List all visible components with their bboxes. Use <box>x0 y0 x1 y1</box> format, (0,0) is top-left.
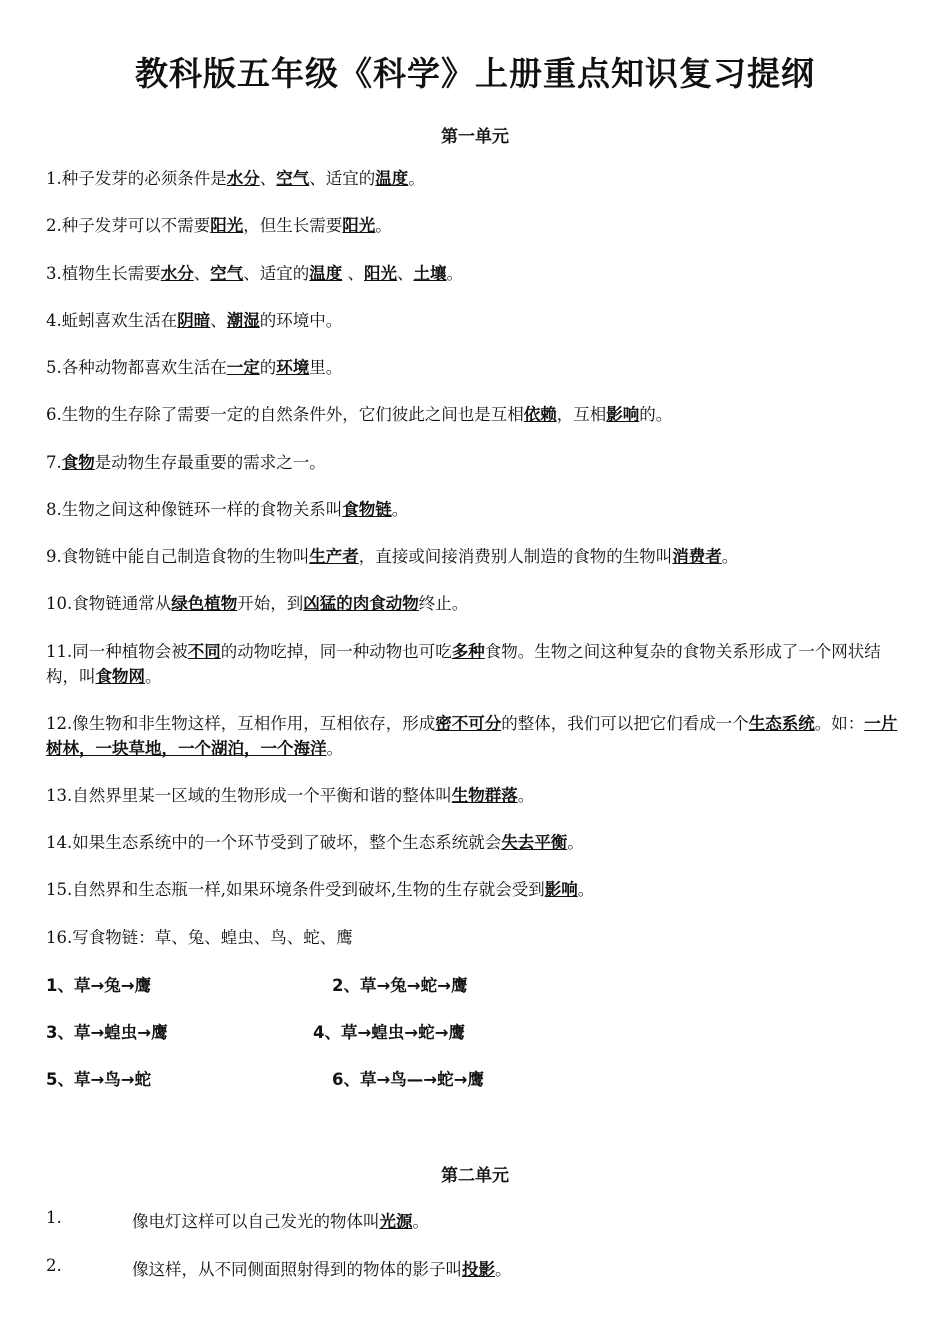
list-item: 15.自然界和生态瓶一样,如果环境条件受到破坏,生物的生存就会受到影响。 <box>46 880 595 899</box>
key-term: 空气 <box>210 264 244 283</box>
list-item: 2.种子发芽可以不需要阳光，但生长需要阳光。 <box>46 216 392 235</box>
key-term: 温度 <box>375 169 409 188</box>
food-chain-1: 1、草→兔→鹰 <box>46 976 152 995</box>
key-term: 多种 <box>451 642 485 661</box>
list-item: 16.写食物链：草、兔、蝗虫、鸟、蛇、鹰 <box>46 928 353 947</box>
list-item: 14.如果生态系统中的一个环节受到了破坏，整个生态系统就会失去平衡。 <box>46 833 584 852</box>
unit1-heading: 第一单元 <box>441 127 509 147</box>
food-chain-3: 3、草→蝗虫→鹰 <box>46 1023 168 1042</box>
key-term: 光源 <box>379 1212 413 1231</box>
list-item: 13.自然界里某一区域的生物形成一个平衡和谐的整体叫生物群落。 <box>46 786 535 805</box>
key-term: 投影 <box>462 1260 495 1279</box>
list-item: 像电灯这样可以自己发光的物体叫光源。 <box>132 1212 429 1231</box>
key-term: 阳光 <box>342 216 376 235</box>
key-term: 一片树林，一块草地，一个湖泊，一个海洋 <box>46 714 898 758</box>
key-term: 食物链 <box>342 500 392 519</box>
list-item: 8.生物之间这种像链环一样的食物关系叫食物链。 <box>46 500 409 519</box>
key-term: 环境 <box>276 358 310 377</box>
food-chain-4: 4、草→蝗虫→蛇→鹰 <box>313 1023 465 1042</box>
key-term: 影响 <box>606 405 640 424</box>
key-term: 水分 <box>226 169 260 188</box>
food-chain-2: 2、草→兔→蛇→鹰 <box>332 976 468 995</box>
key-term: 生产者 <box>309 547 359 566</box>
key-term: 不同 <box>187 642 221 661</box>
list-item: 10.食物链通常从绿色植物开始，到凶猛的肉食动物终止。 <box>46 594 469 613</box>
list-item: 4.蚯蚓喜欢生活在阴暗、潮湿的环境中。 <box>46 311 343 330</box>
key-term: 土壤 <box>413 264 447 283</box>
key-term: 凶猛的肉食动物 <box>303 594 419 613</box>
key-term: 影响 <box>544 880 578 899</box>
key-term: 失去平衡 <box>501 833 568 852</box>
list-item: 12.像生物和非生物这样，互相作用，互相依存，形成密不可分的整体，我们可以把它们看成一个生态系统。如：一片树林，一块草地，一个湖泊，一个海洋。 <box>46 714 898 758</box>
list-item: 5.各种动物都喜欢生活在一定的环境里。 <box>46 358 343 377</box>
key-term: 生态系统 <box>748 714 815 733</box>
key-term: 水分 <box>160 264 194 283</box>
list-item: 9.食物链中能自己制造食物的生物叫生产者，直接或间接消费别人制造的食物的生物叫消费者。 <box>46 547 739 566</box>
list-item: 1.种子发芽的必须条件是水分、空气、适宜的温度。 <box>46 169 425 188</box>
food-chain-5: 5、草→鸟→蛇 <box>46 1070 152 1089</box>
key-term: 潮湿 <box>226 311 260 330</box>
key-term: 绿色植物 <box>171 594 238 613</box>
key-term: 密不可分 <box>435 714 502 733</box>
key-term: 阴暗 <box>177 311 211 330</box>
list-item: 11.同一种植物会被不同的动物吃掉，同一种动物也可吃多种食物。生物之间这种复杂的食物关系形成了一个网状结构，叫食物网。 <box>46 642 881 686</box>
key-term: 温度 <box>309 264 343 283</box>
key-term: 空气 <box>276 169 310 188</box>
list-item: 3.植物生长需要水分、空气、适宜的温度 、阳光、土壤。 <box>46 264 463 283</box>
list-item: 6.生物的生存除了需要一定的自然条件外，它们彼此之间也是互相依赖，互相影响的。 <box>46 405 673 424</box>
key-term: 阳光 <box>364 264 397 283</box>
unit2-heading: 第二单元 <box>441 1166 509 1186</box>
list-item: 像这样，从不同侧面照射得到的物体的影子叫投影。 <box>132 1260 512 1279</box>
list-item: 7.食物是动物生存最重要的需求之一。 <box>46 453 326 472</box>
page-title: 教科版五年级《科学》上册重点知识复习提纲 <box>135 54 815 93</box>
key-term: 消费者 <box>672 547 722 566</box>
key-term: 食物网 <box>95 667 145 686</box>
list-number: 1. <box>46 1208 62 1227</box>
key-term: 一定 <box>226 358 260 377</box>
key-term: 依赖 <box>523 405 557 424</box>
list-number: 2. <box>46 1256 62 1275</box>
key-term: 生物群落 <box>451 786 518 805</box>
key-term: 食物 <box>61 453 95 472</box>
key-term: 阳光 <box>210 216 244 235</box>
food-chain-6: 6、草→鸟—→蛇→鹰 <box>332 1070 484 1089</box>
